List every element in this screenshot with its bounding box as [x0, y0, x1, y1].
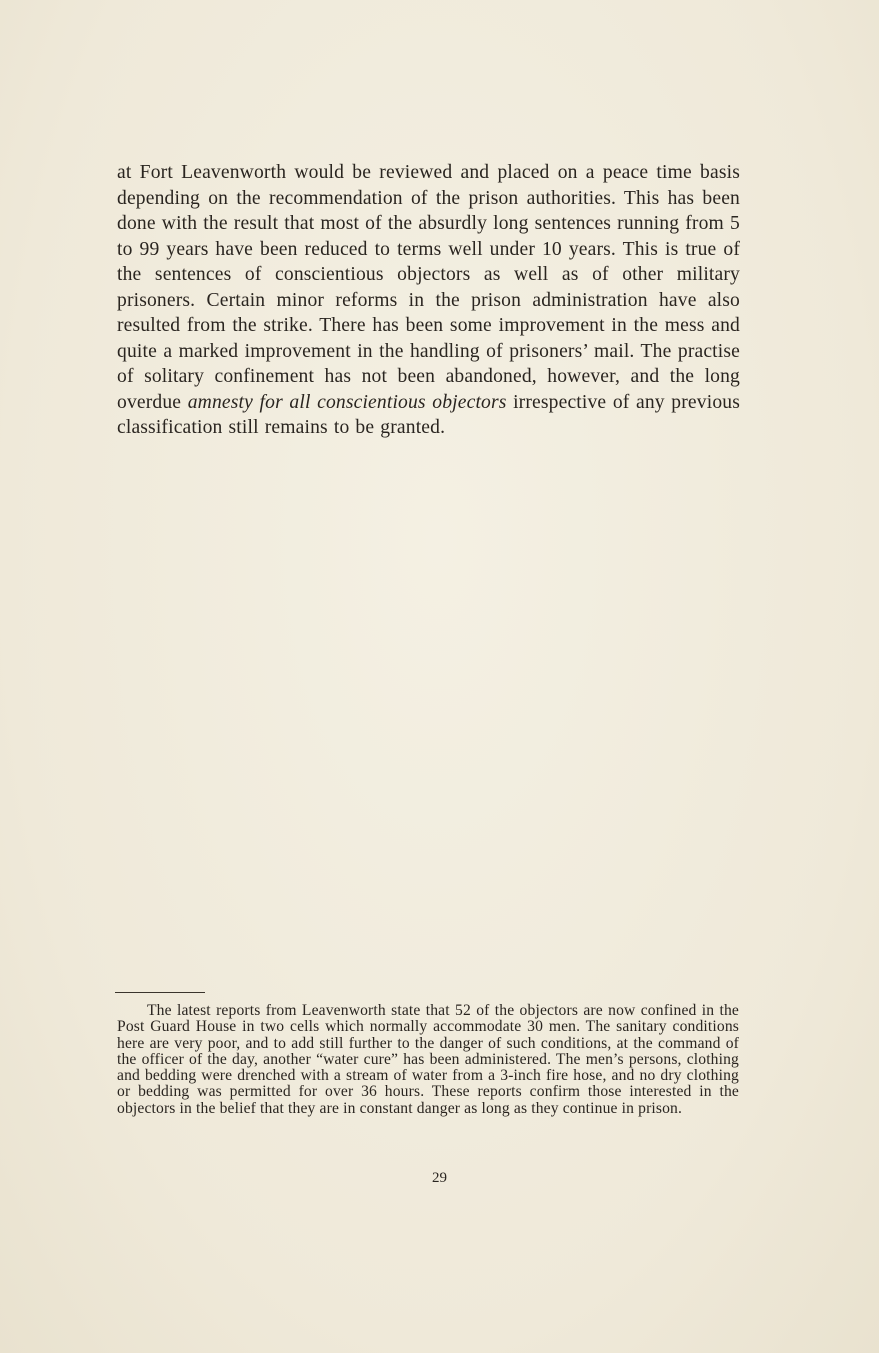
- body-paragraph: [117, 160, 740, 441]
- footnote-divider: [115, 992, 205, 993]
- body-text-tail: irrespective of any previous classification still remains to be granted.: [117, 391, 740, 438]
- footnote-paragraph: The latest reports from Leavenworth state that 52 of the objectors are now confined in the Post Guard House in two cells which normally accommodate 30 men. The sanitary conditions here are very poor, and to add still further to the danger of such conditions, at the command of the officer of the day, another “water cure” has been administered. The men’s persons, clothing and bedding were drenched with a stream of water from a 3-inch fire hose, and no dry clothing or bedding was permitted for over 36 hours. These reports confirm those interested in the objectors in the belief that they are in constant danger as long as they continue in prison.: [117, 1002, 739, 1117]
- body-text-emphasis: amnesty for all conscientious objectors: [187, 391, 507, 413]
- body-text-lead: at Fort Leavenworth would be reviewed and placed on a peace time basis depending on the recommendation of the prison authorities. This has been done with the result that most of the absurdly long sentences running from 5 to 99 years have been reduced to terms well under 10 years. This is true of the sentences of conscientious objectors as well as of other military prisoners. Certain minor reforms in the prison administration have also resulted from the strike. There has been some improvement in the mess and quite a marked improvement in the handling of prisoners’ mail. The practise of solitary confinement has not been abandoned, however, and the long overdue: [117, 162, 740, 413]
- page-number: 29: [432, 1170, 447, 1186]
